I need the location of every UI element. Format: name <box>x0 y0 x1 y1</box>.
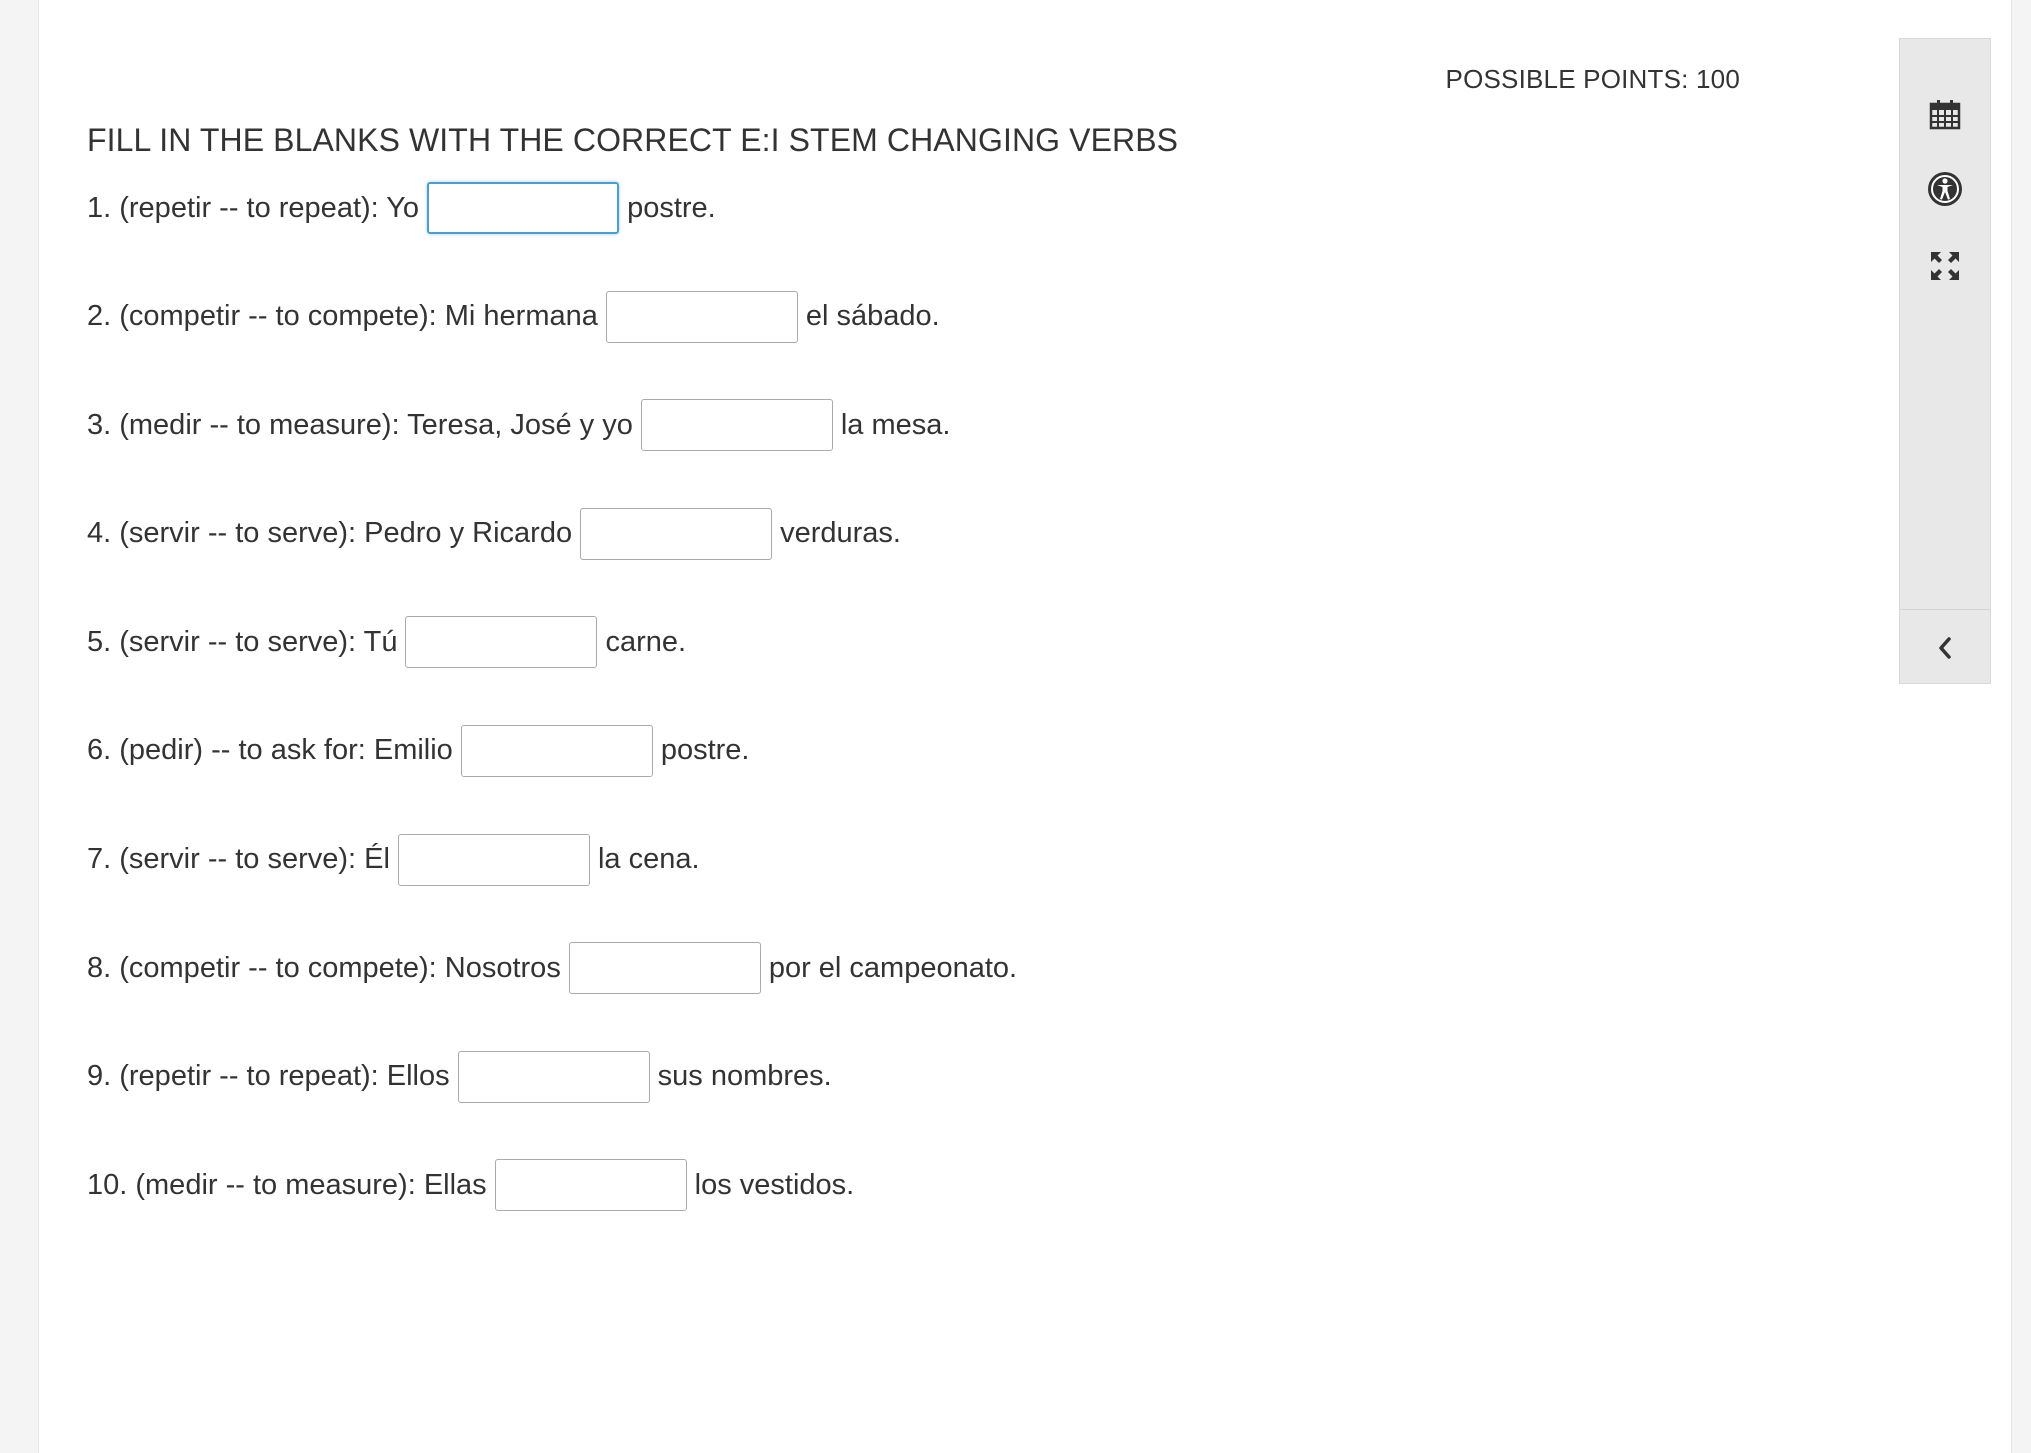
question-list <box>87 180 1017 1266</box>
answer-input-4[interactable] <box>580 508 772 560</box>
fullscreen-button[interactable] <box>1900 236 1990 296</box>
answer-input-2[interactable] <box>606 291 798 343</box>
question-prompt: 8. (competir -- to compete): Nosotros <box>87 951 561 984</box>
question-9 <box>87 1049 1017 1105</box>
question-prompt: 4. (servir -- to serve): Pedro y Ricardo <box>87 517 573 550</box>
quiz-page <box>38 0 2012 1453</box>
question-suffix: la mesa. <box>840 408 951 441</box>
question-4 <box>87 506 1017 562</box>
chevron-left-icon <box>1937 637 1953 659</box>
possible-points: POSSIBLE POINTS: 100 <box>1445 64 1740 94</box>
expand-icon <box>1929 250 1961 282</box>
question-suffix: por el campeonato. <box>768 951 1018 984</box>
question-suffix: la cena. <box>597 843 700 876</box>
question-prompt: 6. (pedir) -- to ask for: Emilio <box>87 734 453 767</box>
question-10 <box>87 1157 1017 1213</box>
calendar-icon <box>1929 100 1961 130</box>
calendar-button[interactable] <box>1900 85 1990 145</box>
question-prompt: 3. (medir -- to measure): Teresa, José y yo <box>87 408 633 441</box>
question-3 <box>87 397 1017 453</box>
question-prompt: 1. (repetir -- to repeat): Yo <box>87 191 420 224</box>
side-toolbar <box>1899 38 1991 684</box>
answer-input-7[interactable] <box>398 834 590 886</box>
question-prompt: 7. (servir -- to serve): Él <box>87 843 390 876</box>
question-5 <box>87 614 1017 670</box>
question-suffix: los vestidos. <box>694 1168 855 1201</box>
question-7 <box>87 832 1017 888</box>
question-prompt: 9. (repetir -- to repeat): Ellos <box>87 1060 450 1093</box>
question-8 <box>87 940 1017 996</box>
accessibility-icon <box>1927 171 1963 207</box>
answer-input-10[interactable] <box>495 1159 687 1211</box>
answer-input-3[interactable] <box>641 399 833 451</box>
question-prompt: 2. (competir -- to compete): Mi hermana <box>87 300 598 333</box>
question-2 <box>87 289 1017 345</box>
accessibility-button[interactable] <box>1900 159 1990 219</box>
question-suffix: postre. <box>660 734 750 767</box>
question-suffix: postre. <box>627 191 716 224</box>
answer-input-1[interactable] <box>427 182 619 234</box>
question-suffix: verduras. <box>780 517 901 550</box>
answer-input-5[interactable] <box>405 616 597 668</box>
page-title: FILL IN THE BLANKS WITH THE CORRECT E:I STEM CHANGING VERBS <box>87 122 1179 158</box>
answer-input-6[interactable] <box>461 725 653 777</box>
question-suffix: carne. <box>605 625 687 658</box>
question-suffix: sus nombres. <box>657 1060 832 1093</box>
question-suffix: el sábado. <box>805 300 940 333</box>
collapse-toolbar-button[interactable] <box>1900 609 1990 685</box>
question-prompt: 5. (servir -- to serve): Tú <box>87 625 398 658</box>
answer-input-8[interactable] <box>569 942 761 994</box>
question-6 <box>87 723 1017 779</box>
answer-input-9[interactable] <box>458 1051 650 1103</box>
question-1 <box>87 180 1017 236</box>
question-prompt: 10. (medir -- to measure): Ellas <box>87 1168 487 1201</box>
